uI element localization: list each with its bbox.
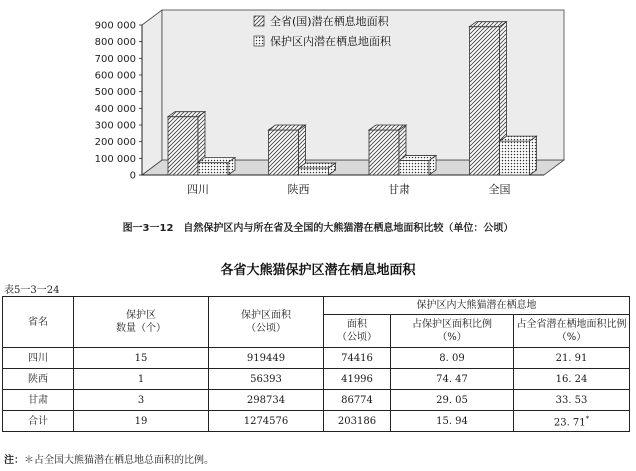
bar-front	[198, 163, 228, 175]
footnote-mark: *	[585, 414, 590, 423]
y-tick-label: 300 000	[94, 120, 136, 132]
legend-swatch-reserve	[254, 36, 264, 46]
cell-habitat: 74416	[324, 348, 391, 369]
x-tick-label: 四川	[187, 183, 209, 196]
cell-count: 19	[74, 411, 209, 432]
cell-area: 298734	[209, 390, 324, 411]
cell-count: 3	[74, 390, 209, 411]
table-number: 表5一3一24	[4, 285, 60, 296]
legend-swatch-total	[254, 16, 264, 26]
table-row-total	[3, 411, 630, 432]
table-row	[3, 390, 630, 411]
cell-ratio-reserve: 8. 09	[391, 348, 514, 369]
cell-habitat: 41996	[324, 369, 391, 390]
header-ratio-reserve: 占保护区面积比例 （%）	[391, 315, 514, 348]
y-tick-label: 200 000	[94, 137, 136, 149]
header-ratio-province: 占全省潜在栖地面积比例 （%）	[514, 315, 630, 348]
header-province: 省名	[3, 297, 74, 348]
cell-area: 1274576	[209, 411, 324, 432]
y-tick-label: 600 000	[94, 70, 136, 82]
footnote	[4, 451, 214, 466]
y-tick-label: 0	[129, 170, 136, 182]
bar-reserve	[399, 156, 436, 175]
cell-name: 陕西	[3, 369, 74, 390]
x-tick-label: 全国	[488, 183, 511, 196]
bar-reserve	[500, 136, 537, 175]
y-tick-label: 500 000	[94, 87, 136, 99]
cell-area: 56393	[209, 369, 324, 390]
table-title: 各省大熊猫保护区潜在栖息地面积	[220, 263, 416, 278]
header-habitat-group: 保护区内大熊猫潜在栖息地	[324, 297, 630, 315]
bar-front	[269, 130, 299, 175]
chart-side-wall	[142, 10, 162, 175]
x-tick-label: 陕西	[287, 183, 310, 196]
y-tick-label: 800 000	[94, 37, 136, 49]
legend-label-total: 全省(国)潜在栖息地面积	[270, 15, 389, 28]
cell-ratio-province: 21. 91	[514, 348, 630, 369]
cell-ratio-province: 16. 24	[514, 369, 630, 390]
cell-count: 1	[74, 369, 209, 390]
y-tick-label: 700 000	[94, 53, 136, 65]
cell-ratio-province: 33. 53	[514, 390, 630, 411]
cell-name: 四川	[3, 348, 74, 369]
bar-front	[369, 130, 399, 175]
table-row	[3, 369, 630, 390]
cell-habitat: 86774	[324, 390, 391, 411]
cell-ratio-province	[514, 411, 630, 432]
cell-ratio-reserve: 29. 05	[391, 390, 514, 411]
y-tick-label: 400 000	[94, 103, 136, 115]
cell-count: 15	[74, 348, 209, 369]
footnote-label: 注：	[4, 455, 24, 466]
y-tick-label: 100 000	[94, 153, 136, 165]
cell-name: 甘肃	[3, 390, 74, 411]
bar-front	[500, 141, 530, 175]
table-row	[3, 348, 630, 369]
cell-name: 合计	[3, 411, 74, 432]
header-habitat-area: 面积 （公顷）	[324, 315, 391, 348]
bar-reserve	[299, 163, 336, 175]
y-tick-label: 900 000	[94, 20, 136, 32]
header-area: 保护区面积 （公顷）	[209, 297, 324, 348]
footnote-text: ＊占全国大熊猫潜在栖息地总面积的比例。	[24, 455, 214, 466]
bar-reserve	[198, 158, 235, 175]
legend-label-reserve: 保护区内潜在栖息地面积	[270, 35, 391, 48]
bar-front	[299, 168, 329, 175]
bar-chart	[0, 0, 636, 215]
cell-habitat: 203186	[324, 411, 391, 432]
bar-side	[530, 136, 537, 175]
figure-caption: 图一3一12 自然保护区内与所在省及全国的大熊猫潜在栖息地面积比较（单位：公顷）	[122, 223, 514, 234]
habitat-table	[2, 296, 630, 432]
cell-area: 919449	[209, 348, 324, 369]
cell-ratio-reserve: 15. 94	[391, 411, 514, 432]
bar-front	[168, 117, 198, 175]
x-tick-label: 甘肃	[388, 183, 410, 196]
bar-front	[399, 161, 429, 175]
bar-front	[470, 27, 500, 175]
cell-ratio-reserve: 74. 47	[391, 369, 514, 390]
ratio-value: 23. 71	[553, 417, 586, 429]
header-count: 保护区 数量（个）	[74, 297, 209, 348]
